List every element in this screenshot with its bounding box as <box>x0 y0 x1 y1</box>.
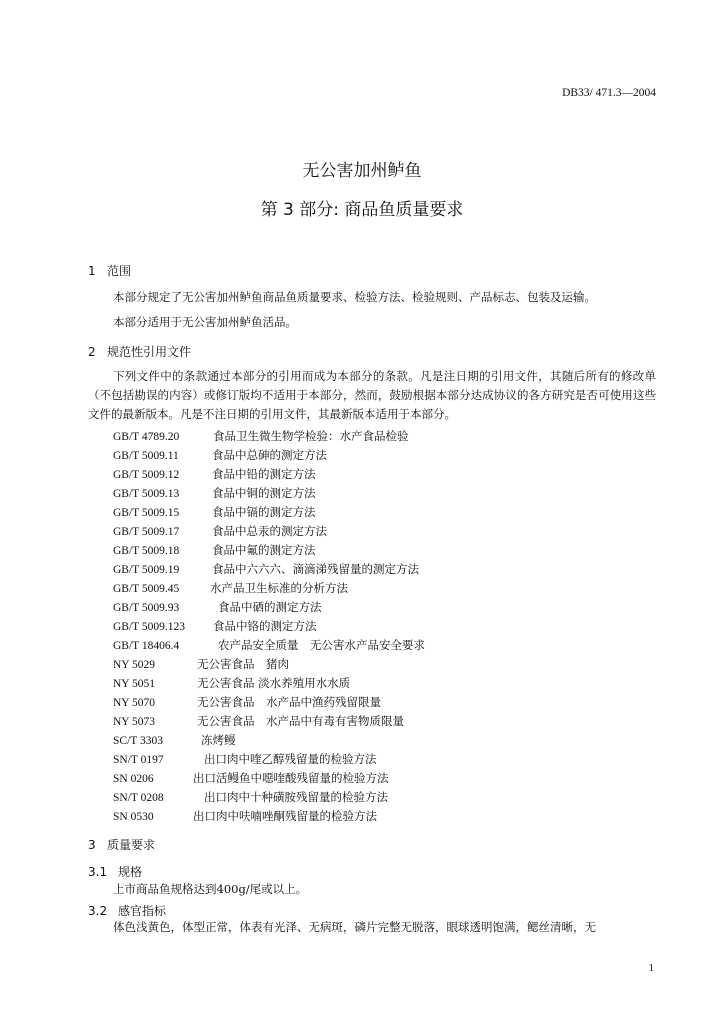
reference-code: GB/T 4789.20 <box>113 431 180 443</box>
reference-item <box>113 561 419 577</box>
section-3-heading <box>88 836 155 853</box>
reference-item <box>113 428 409 444</box>
reference-title: 食品中铜的测定方法 <box>212 486 316 500</box>
subsection-3-2-heading <box>88 902 166 919</box>
reference-code: NY 5073 <box>113 716 156 728</box>
reference-title: 食品中铬的测定方法 <box>213 619 317 633</box>
reference-item <box>113 523 327 539</box>
reference-item <box>113 789 388 805</box>
reference-code: GB/T 5009.12 <box>113 469 180 481</box>
reference-item <box>113 580 348 596</box>
reference-title: 农产品安全质量 无公害水产品安全要求 <box>218 638 425 652</box>
reference-item <box>113 618 317 634</box>
reference-title: 食品中铅的测定方法 <box>212 467 316 481</box>
standard-number: DB33/ 471.3—2004 <box>562 87 656 99</box>
reference-title: 食品中总汞的测定方法 <box>212 524 327 538</box>
section-number: 1 <box>88 264 96 278</box>
reference-item <box>113 808 377 824</box>
page-number: 1 <box>648 962 654 974</box>
reference-code: GB/T 5009.18 <box>113 545 180 557</box>
reference-item <box>113 694 381 710</box>
reference-title: 无公害食品 猪肉 <box>197 657 289 671</box>
reference-title: 出口活鳗鱼中噁喹酸残留量的检验方法 <box>193 771 389 785</box>
reference-item <box>113 732 236 748</box>
reference-code: GB/T 18406.4 <box>113 640 180 652</box>
section-2-heading <box>88 343 191 360</box>
reference-title: 冻烤鳗 <box>201 733 236 747</box>
reference-item <box>113 713 404 729</box>
reference-code: GB/T 5009.45 <box>113 583 180 595</box>
reference-title: 无公害食品 水产品中渔药残留限量 <box>197 695 381 709</box>
reference-code: NY 5070 <box>113 697 156 709</box>
section-number: 3 <box>88 838 96 852</box>
subsection-title: 感官指标 <box>118 904 167 918</box>
document-subtitle: 第 3 部分: 商品鱼质量要求 <box>260 200 464 220</box>
reference-title: 食品中硒的测定方法 <box>218 600 322 614</box>
reference-title: 无公害食品 水产品中有毒有害物质限量 <box>197 714 404 728</box>
reference-code: NY 5029 <box>113 659 156 671</box>
reference-code: NY 5051 <box>113 678 156 690</box>
reference-title: 食品中六六六、滴滴涕残留量的测定方法 <box>212 562 419 576</box>
intro-paragraph: 下列文件中的条款通过本部分的引用而成为本部分的条款。凡是注日期的引用文件，其随后所有的修改单（不包括勘误的内容）或修订版均不适用于本部分，然而，鼓励根据本部分达成协议的各方研究是否可使用这些文件的最新版本。凡是不注日期的引用文件，其最新版本适用于本部分。 <box>88 369 656 421</box>
subsection-3-1-heading <box>88 863 142 880</box>
reference-item <box>113 656 289 672</box>
paragraph: 上市商品鱼规格达到400g/尾或以上。 <box>113 882 308 896</box>
subsection-number: 3.1 <box>88 865 108 879</box>
reference-title: 水产品卫生标准的分析方法 <box>210 581 348 595</box>
subsection-title: 规格 <box>118 865 143 879</box>
reference-code: GB/T 5009.123 <box>113 621 185 633</box>
reference-item <box>113 504 316 520</box>
reference-title: 无公害食品 淡水养殖用水水质 <box>197 676 351 690</box>
reference-title: 出口肉中喹乙醇残留量的检验方法 <box>204 752 377 766</box>
reference-title: 出口肉中十种磺胺残留量的检验方法 <box>204 790 388 804</box>
reference-code: SN 0206 <box>113 773 154 785</box>
reference-item <box>113 599 322 615</box>
reference-title: 出口肉中呋喃唑酮残留量的检验方法 <box>193 809 377 823</box>
reference-item <box>113 751 377 767</box>
reference-item <box>113 466 316 482</box>
reference-title: 食品中总砷的测定方法 <box>212 448 327 462</box>
section-1-heading <box>88 262 131 279</box>
section-title: 规范性引用文件 <box>107 345 192 359</box>
section-title: 质量要求 <box>107 838 156 852</box>
reference-code: GB/T 5009.13 <box>113 488 180 500</box>
reference-code: SN/T 0208 <box>113 792 164 804</box>
reference-code: SN/T 0197 <box>113 754 164 766</box>
paragraph: 本部分适用于无公害加州鲈鱼活品。 <box>113 315 297 329</box>
reference-title: 食品中镉的测定方法 <box>212 505 316 519</box>
reference-item <box>113 542 316 558</box>
reference-item <box>113 675 350 691</box>
reference-code: GB/T 5009.93 <box>113 602 180 614</box>
reference-item <box>113 770 389 786</box>
reference-code: SC/T 3303 <box>113 735 163 747</box>
reference-title: 食品卫生微生物学检验：水产食品检验 <box>213 429 409 443</box>
section-title: 范围 <box>107 264 132 278</box>
reference-code: GB/T 5009.19 <box>113 564 180 576</box>
reference-code: GB/T 5009.15 <box>113 507 180 519</box>
reference-item <box>113 485 316 501</box>
reference-code: GB/T 5009.11 <box>113 450 179 462</box>
reference-code: SN 0530 <box>113 811 154 823</box>
reference-item <box>113 447 327 463</box>
paragraph: 体色浅黄色，体型正常，体表有光泽、无病斑，磷片完整无脱落，眼球透明饱满，鳃丝清晰，无 <box>113 920 596 934</box>
subsection-number: 3.2 <box>88 904 108 918</box>
reference-title: 食品中氟的测定方法 <box>212 543 316 557</box>
document-title: 无公害加州鲈鱼 <box>302 161 422 181</box>
reference-code: GB/T 5009.17 <box>113 526 180 538</box>
section-number: 2 <box>88 345 96 359</box>
reference-item <box>113 637 425 653</box>
paragraph: 本部分规定了无公害加州鲈鱼商品鱼质量要求、检验方法、检验规则、产品标志、包装及运输。 <box>113 290 596 304</box>
